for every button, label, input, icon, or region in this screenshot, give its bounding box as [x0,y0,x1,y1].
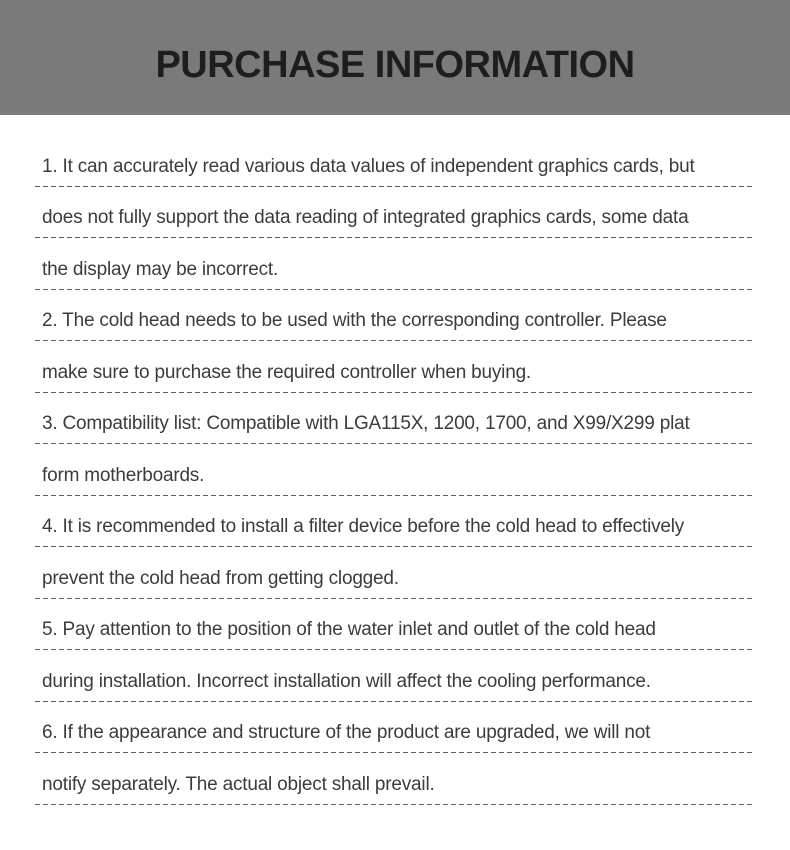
note-line-text: does not fully support the data reading of integrated graphics cards, some data [42,207,689,228]
note-line-text: during installation. Incorrect installation will affect the cooling performance. [42,670,651,692]
header-banner [0,0,790,115]
note-line-text: make sure to purchase the required controller when buying. [42,361,532,383]
note-line-text: 4. It is recommended to install a filter device before the cold head to effectively [42,516,685,537]
note-line-9 [35,547,755,599]
note-line-4 [35,290,755,342]
note-line-text: 2. The cold head needs to be used with the corresponding controller. Please [42,310,667,331]
page-title: PURCHASE INFORMATION [155,44,635,86]
note-line-text: prevent the cold head from getting clogged. [42,567,399,589]
note-line-2 [35,187,755,239]
note-line-3 [35,238,755,290]
note-line-text: form motherboards. [42,464,205,486]
note-line-1 [35,135,755,187]
note-line-10 [35,599,755,651]
note-line-13 [35,753,755,805]
note-line-8 [35,496,755,548]
note-line-11 [35,650,755,702]
note-line-6 [35,393,755,445]
note-line-text: notify separately. The actual object shall prevail. [42,773,435,795]
note-line-text: 1. It can accurately read various data values of independent graphics cards, but [42,155,695,177]
note-line-12 [35,702,755,754]
note-line-5 [35,341,755,393]
note-line-text: 6. If the appearance and structure of the product are upgraded, we will not [42,722,651,743]
notes-list [35,135,755,805]
note-line-text: 5. Pay attention to the position of the water inlet and outlet of the cold head [42,619,656,640]
note-line-text: 3. Compatibility list: Compatible with LGA115X, 1200, 1700, and X99/X299 plat [42,413,690,434]
note-line-text: the display may be incorrect. [42,258,279,280]
note-line-7 [35,444,755,496]
